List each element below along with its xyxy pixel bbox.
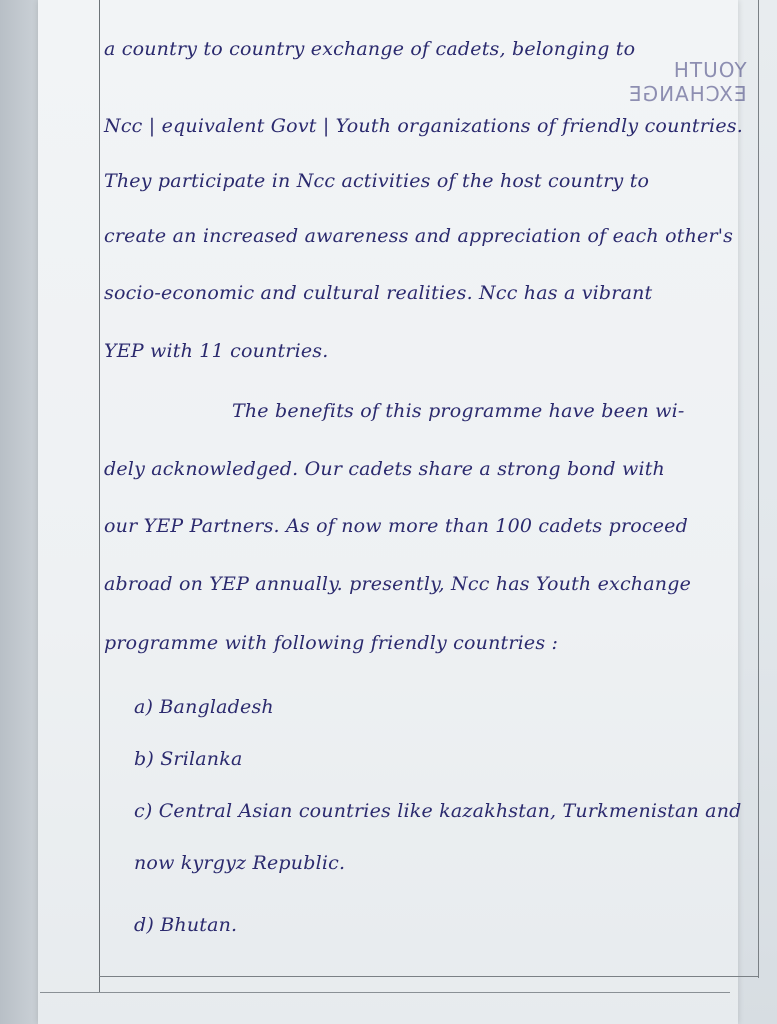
list-item-a: a) Bangladesh [134,696,274,718]
list-item-c: c) Central Asian countries like kazakhstan, Turkmenistan and [134,800,742,822]
text-line-3: They participate in Ncc activities of the host country to [104,170,650,192]
text-line-10: abroad on YEP annually. presently, Ncc has Youth exchange [104,573,692,595]
left-margin-line [99,0,100,992]
text-line-1: a country to country exchange of cadets, belonging to [104,38,636,60]
right-margin-line [758,0,759,978]
list-item-b: b) Srilanka [134,748,243,770]
list-item-d: d) Bhutan. [134,914,238,936]
bleed-through-text: YOUTH EXCHANGE [627,58,747,106]
notebook-page [38,0,747,1024]
text-line-4: create an increased awareness and appreciation of each other's [104,225,734,247]
page-bottom-edge [40,992,730,993]
text-line-2: Ncc | equivalent Govt | Youth organizations of friendly countries. [104,115,743,137]
text-line-8: dely acknowledged. Our cadets share a strong bond with [104,458,665,480]
list-item-c-continued: now kyrgyz Republic. [134,852,346,874]
text-line-6: YEP with 11 countries. [104,340,329,362]
text-line-9: our YEP Partners. As of now more than 100 cadets proceed [104,515,688,537]
bottom-margin-line [99,976,759,977]
text-line-11: programme with following friendly countries : [104,632,559,654]
text-line-7: The benefits of this programme have been wi- [232,400,685,422]
text-line-5: socio-economic and cultural realities. Ncc has a vibrant [104,282,653,304]
